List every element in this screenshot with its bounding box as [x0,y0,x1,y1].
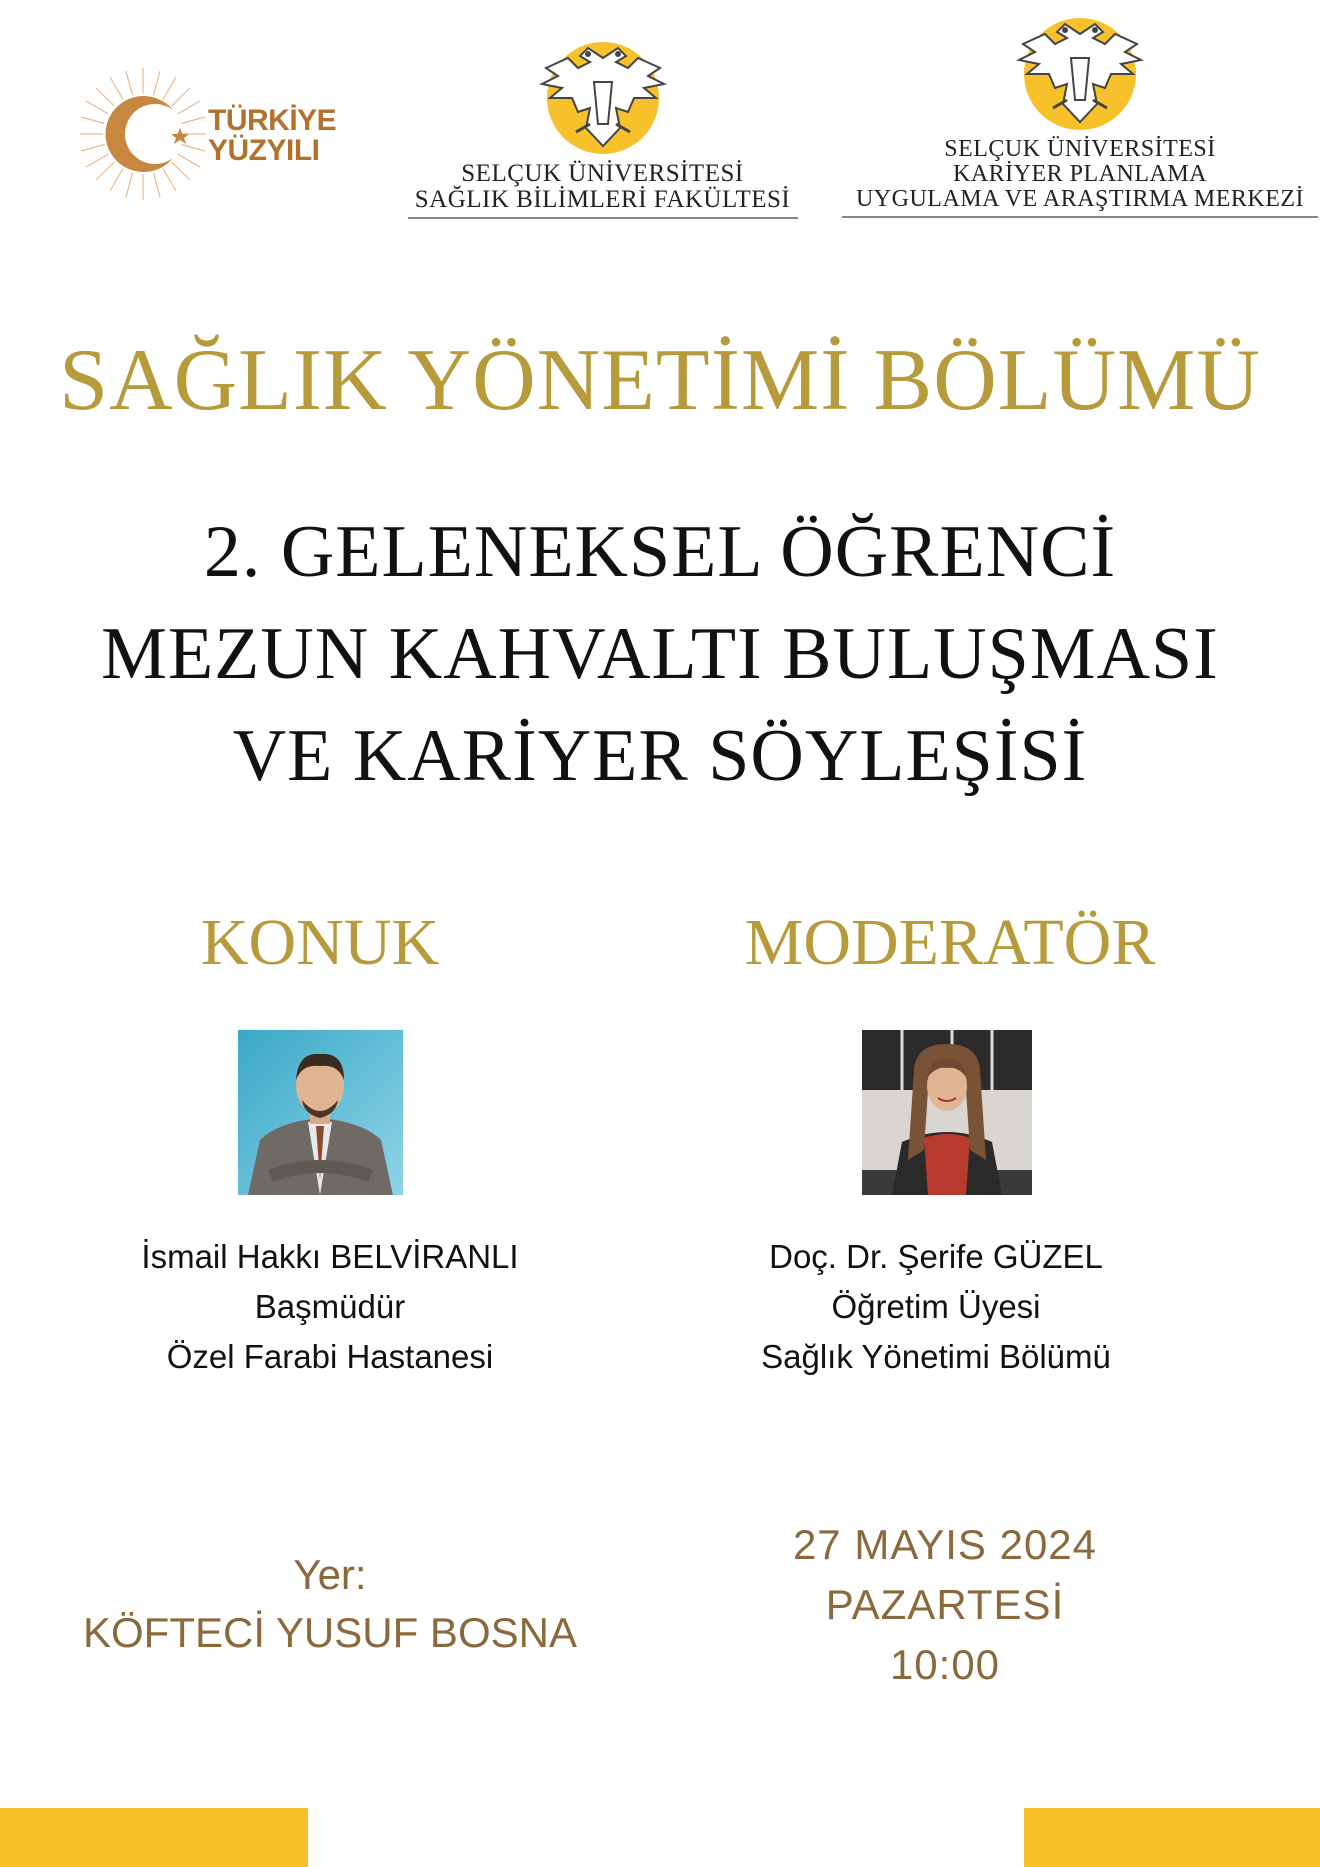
event-title-line3: VE KARİYER SÖYLEŞİSİ [232,715,1088,797]
guest-info [80,1232,580,1382]
turkiye-text: TÜRKİYE [208,104,337,137]
career-logo-rule [842,216,1318,218]
moderator-info [686,1232,1186,1382]
venue-name: KÖFTECİ YUSUF BOSNA [83,1609,577,1656]
event-date: 27 MAYIS 2024 [792,1521,1098,1568]
moderator-institution: Sağlık Yönetimi Bölümü [761,1338,1111,1375]
double-headed-eagle-icon [1005,4,1155,132]
double-headed-eagle-icon [528,28,678,156]
department-title: SAĞLIK YÖNETİMİ BÖLÜMÜ [59,332,1261,429]
venue-block [30,1546,630,1662]
career-center-logo [840,4,1320,218]
schedule-block [700,1515,1190,1695]
event-title-line1: 2. GELENEKSEL ÖĞRENCİ [203,511,1117,593]
event-title-line2: MEZUN KAHVALTI BULUŞMASI [101,613,1219,695]
faculty-logo-rule [408,217,798,219]
career-university-name: SELÇUK ÜNİVERSİTESİ [944,136,1216,162]
sunburst-crescent-icon [78,66,208,202]
yuzyili-text: YÜZYILI [208,134,320,167]
moderator-name: Doç. Dr. Şerife GÜZEL [769,1238,1103,1275]
guest-photo [238,1030,403,1195]
guest-role-heading: KONUK [200,906,440,979]
faculty-name: SAĞLIK BİLİMLERİ FAKÜLTESİ [414,186,791,213]
career-center-name-line2: UYGULAMA VE ARAŞTIRMA MERKEZİ [855,186,1305,212]
faculty-logo [405,28,800,219]
faculty-university-name: SELÇUK ÜNİVERSİTESİ [461,160,744,187]
event-day: PAZARTESİ [825,1581,1065,1628]
bottom-left-accent-bar [0,1808,308,1867]
guest-institution: Özel Farabi Hastanesi [166,1338,494,1375]
turkiye-yuzyili-logo [78,66,348,202]
career-center-name-line1: KARİYER PLANLAMA [953,161,1207,187]
guest-title: Başmüdür [254,1288,406,1325]
moderator-role-heading: MODERATÖR [744,906,1156,979]
moderator-photo [862,1030,1032,1195]
bottom-right-accent-bar [1024,1808,1320,1867]
guest-name: İsmail Hakkı BELVİRANLI [141,1238,519,1275]
moderator-title: Öğretim Üyesi [831,1288,1041,1325]
event-time: 10:00 [889,1641,1001,1688]
venue-label: Yer: [293,1551,367,1598]
